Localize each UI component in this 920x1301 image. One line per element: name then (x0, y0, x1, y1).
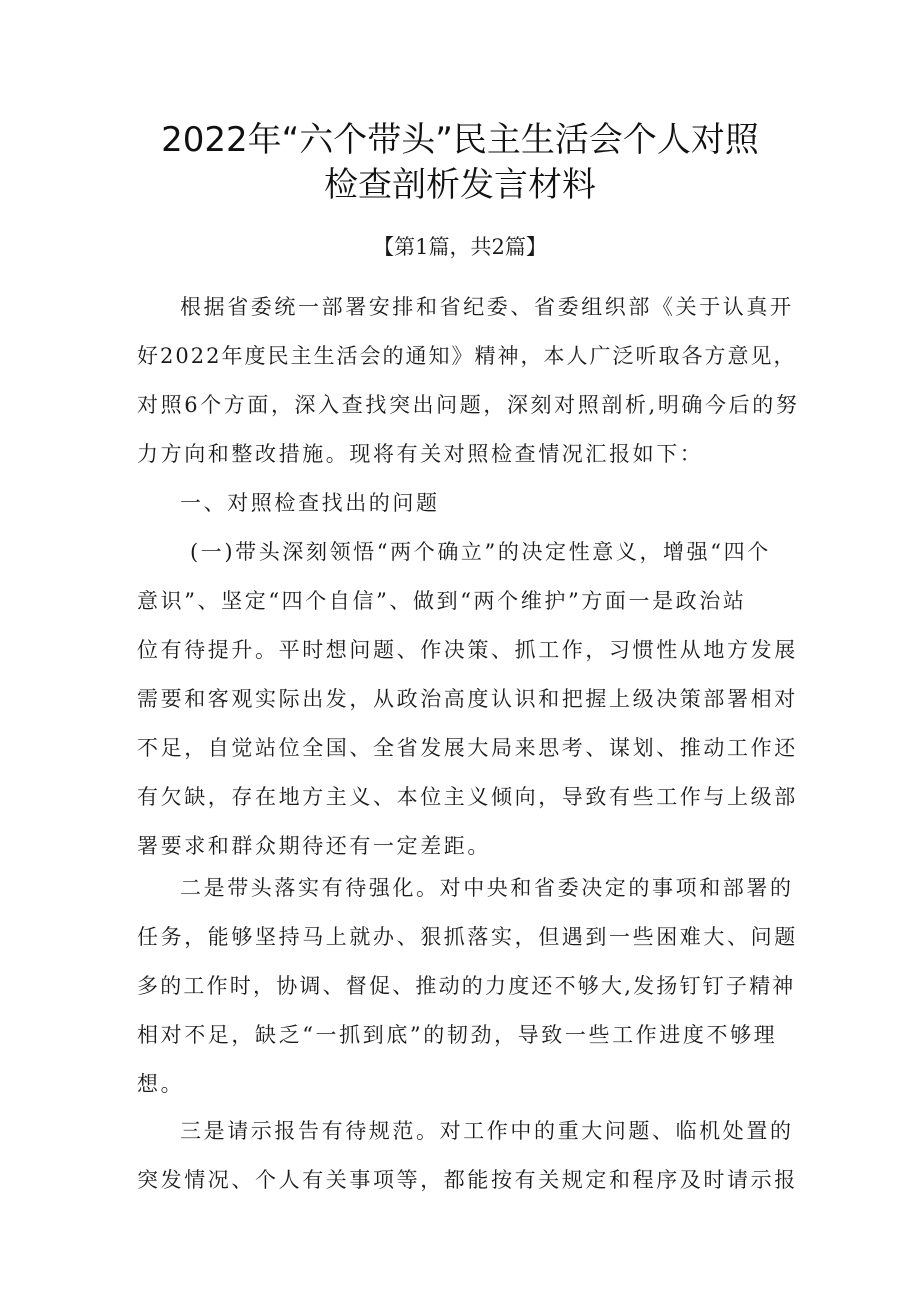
body-text-line: 相对不足，缺乏“一抓到底”的韧劲，导致一些工作进度不够理 (137, 1023, 778, 1047)
document-part-indicator: 【第1篇，共2篇】 (373, 235, 547, 259)
body-text-line: 好2022年度民主生活会的通知》精神，本人广泛听取各方意见， (137, 344, 797, 368)
document-title-line-1: 2022年“六个带头”民主生活会个人对照 (161, 120, 759, 160)
body-text-line: 任务，能够坚持马上就办、狠抓落实，但遇到一些困难大、问题 (137, 925, 798, 949)
section-heading: 一、对照检查找出的问题 (180, 491, 440, 515)
body-text-line: 署要求和群众期待还有一定差距。 (137, 834, 491, 858)
document-title-line-2: 检查剖析发言材料 (324, 165, 596, 205)
body-text-line: 根据省委统一部署安排和省纪委、省委组织部《关于认真开 (180, 295, 794, 319)
body-text-line: 想。 (137, 1072, 185, 1096)
body-text-line: 有欠缺，存在地方主义、本位主义倾向，导致有些工作与上级部 (137, 785, 798, 809)
body-text-line: 位有待提升。平时想问题、作决策、抓工作，习惯性从地方发展 (137, 638, 798, 662)
body-text-line: 多的工作时，协调、督促、推动的力度还不够大,发扬钉钉子精神 (137, 974, 796, 998)
body-text-line: 对照6个方面，深入查找突出问题，深刻对照剖析,明确今后的努 (137, 393, 800, 417)
body-text-line: 意识”、坚定“四个自信”、做到“两个维护”方面一是政治站 (137, 589, 747, 613)
body-text-line: 三是请示报告有待规范。对工作中的重大问题、临机处置的 (180, 1119, 794, 1143)
body-text-line: (一)带头深刻领悟“两个确立”的决定性意义，增强“四个 (190, 540, 771, 564)
body-text-line: 二是带头落实有待强化。对中央和省委决定的事项和部署的 (180, 876, 794, 900)
body-text-line: 力方向和整改措施。现将有关对照检查情况汇报如下： (137, 442, 704, 466)
body-text-line: 不足，自觉站位全国、全省发展大局来思考、谋划、推动工作还 (137, 736, 798, 760)
body-text-line: 突发情况、个人有关事项等，都能按有关规定和程序及时请示报 (137, 1168, 798, 1192)
body-text-line: 需要和客观实际出发，从政治高度认识和把握上级决策部署相对 (137, 687, 798, 711)
